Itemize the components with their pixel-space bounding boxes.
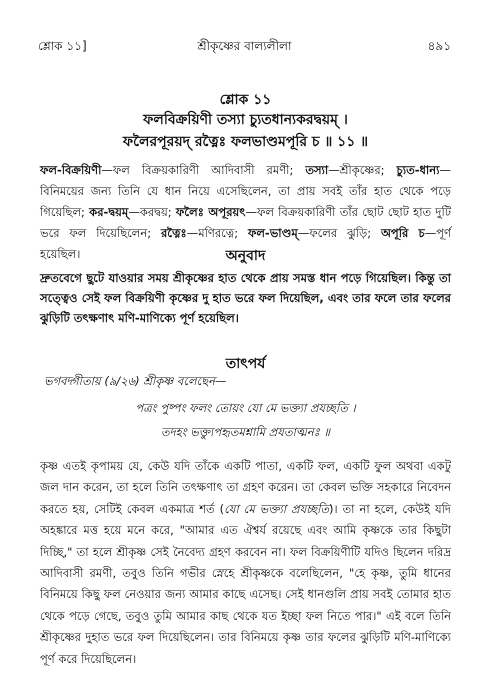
synonym-meaning: —শ্রীকৃষ্ণের;: [328, 163, 397, 177]
synonym-term: কর-দ্বয়ম্: [89, 205, 129, 219]
translation-text: দ্রুতবেগে ছুটে যাওয়ার সময় শ্রীকৃষ্ণের হাত থেকে প্রায় সমস্ত ধান পড়ে গিয়েছিল। কিন্তু তা সত্ত্বেও সেই ফল বিক্রয়িণী কৃষ্ণের দু হাত ভরে ফল দিয়েছিল, এবং তার ফলে তার ফলের ঝুড়িটি তৎক্ষণাৎ মণি-মাণিক্যে পূর্ণ হয়েছিল।: [40, 271, 451, 325]
translation-heading: অনুবাদ: [225, 248, 266, 264]
synonym-term: অপূরি চ: [380, 226, 425, 240]
quote-line-1: পত্রং পুষ্পং ফলং তোয়ং যো মে ভক্ত্যা প্রযচ্ছতি ।: [135, 401, 356, 415]
header-chapter-title: শ্রীকৃষ্ণের বাল্যলীলা: [197, 39, 292, 53]
purport-intro: ভগবদ্গীতায় (৯/২৬) শ্রীকৃষ্ণ বলেছেন—: [44, 374, 227, 388]
synonym-meaning: —মণিরত্নে;: [186, 226, 248, 240]
purport-text: কৃষ্ণ এতই কৃপাময় যে, কেউ যদি তাঁকে একটি পাতা, একটি ফল, একটি ফুল অথবা একটু জল দান করেন, তা হলে তিনি তৎক্ষণাৎ তা গ্রহণ করেন। তা কেবল ভক্তি সহকারে নিবেদন করতে হয়, সেটিই কেবল একমাত্র শর্ত (: [40, 459, 451, 516]
running-header: [38, 38, 451, 56]
synonym-term: তস্যা: [305, 163, 329, 177]
synonym-term: ফলৈঃ অপূরয়ৎ: [175, 205, 246, 219]
verse-line-2: ফলৈরপূরয়দ্ রত্নৈঃ ফলভাণ্ডমপূরি চ ॥ ১১ ॥: [122, 134, 369, 150]
synonym-meaning: —করদ্বয়;: [128, 205, 176, 219]
verse-title: শ্লোক ১১: [219, 92, 272, 108]
purport-quote-inline: যো মে ভক্ত্যা প্রযচ্ছতি: [224, 501, 330, 516]
synonym-meaning: —ফলের ঝুড়ি;: [297, 226, 381, 240]
synonym-term: চ্যুত-ধান্য: [396, 163, 440, 177]
quote-line-2: তদহং ভক্ত্যুপহৃতমশ্নামি প্রযতাত্মনঃ ॥: [160, 425, 331, 439]
synonym-meaning: —ফল বিক্রয়কারিণী আদিবাসী রমণী;: [101, 163, 306, 177]
synonym-meaning: —ফল বিক্রয়কারিণী তাঁর ছোট ছোট হাত দুটি ভরে ফল দিয়েছিলেন;: [40, 205, 451, 240]
synonym-meaning: —বিনিময়ের জন্য তিনি যে ধান নিয়ে এসেছিলেন, তা প্রায় সবই তাঁর হাত থেকে পড়ে গিয়েছিল;: [40, 163, 451, 219]
header-verse-ref: শ্লোক ১১]: [38, 39, 87, 53]
synonym-term: রত্নৈঃ: [160, 226, 187, 240]
synonym-term: ফল-বিক্রয়িণী: [40, 163, 102, 177]
verse-line-1: ফলবিক্রয়িণী তস্যা চ্যুতধান্যকরদ্বয়ম্ ।: [143, 112, 348, 128]
page-number: ৪৯১: [427, 39, 451, 53]
purport-heading: তাৎপর্য: [225, 356, 266, 372]
synonym-term: ফল-ভাণ্ডম্: [247, 226, 298, 240]
synonym-meaning: —পূর্ণ হয়েছিল।: [40, 226, 452, 261]
purport-paragraph: [40, 456, 451, 670]
purport-text: )। তা না হলে, কেউই যদি অহঙ্কারে মত্ত হয়ে মনে করে, "আমার এত ঐশ্বর্য রয়েছে এবং আমি কৃষ্ণকে তার কিছুটা দিচ্ছি," তা হলে শ্রীকৃষ্ণ সেই নৈবেদ্য গ্রহণ করবেন না। ফল বিক্রয়িণীটি যদিও ছিলেন দরিদ্র আদিবাসী রমণী, তবুও তিনি গভীর স্নেহে শ্রীকৃষ্ণকে বলেছিলেন, "হে কৃষ্ণ, তুমি ধানের বিনিময়ে কিছু ফল নেওয়ার জন্য আমার কাছে এসেছ। সেই ধানগুলি প্রায় সবই তোমার হাত থেকে পড়ে গেছে, তবুও তুমি আমার কাছ থেকে যত ইচ্ছা ফল নিতে পার।" এই বলে তিনি শ্রীকৃষ্ণের দুহাত ভরে ফল দিয়েছিলেন। তার বিনিময়ে কৃষ্ণ তার ফলের ঝুড়িটি মণি-মাণিক্যে পূর্ণ করে দিয়েছিলেন।: [40, 501, 451, 666]
